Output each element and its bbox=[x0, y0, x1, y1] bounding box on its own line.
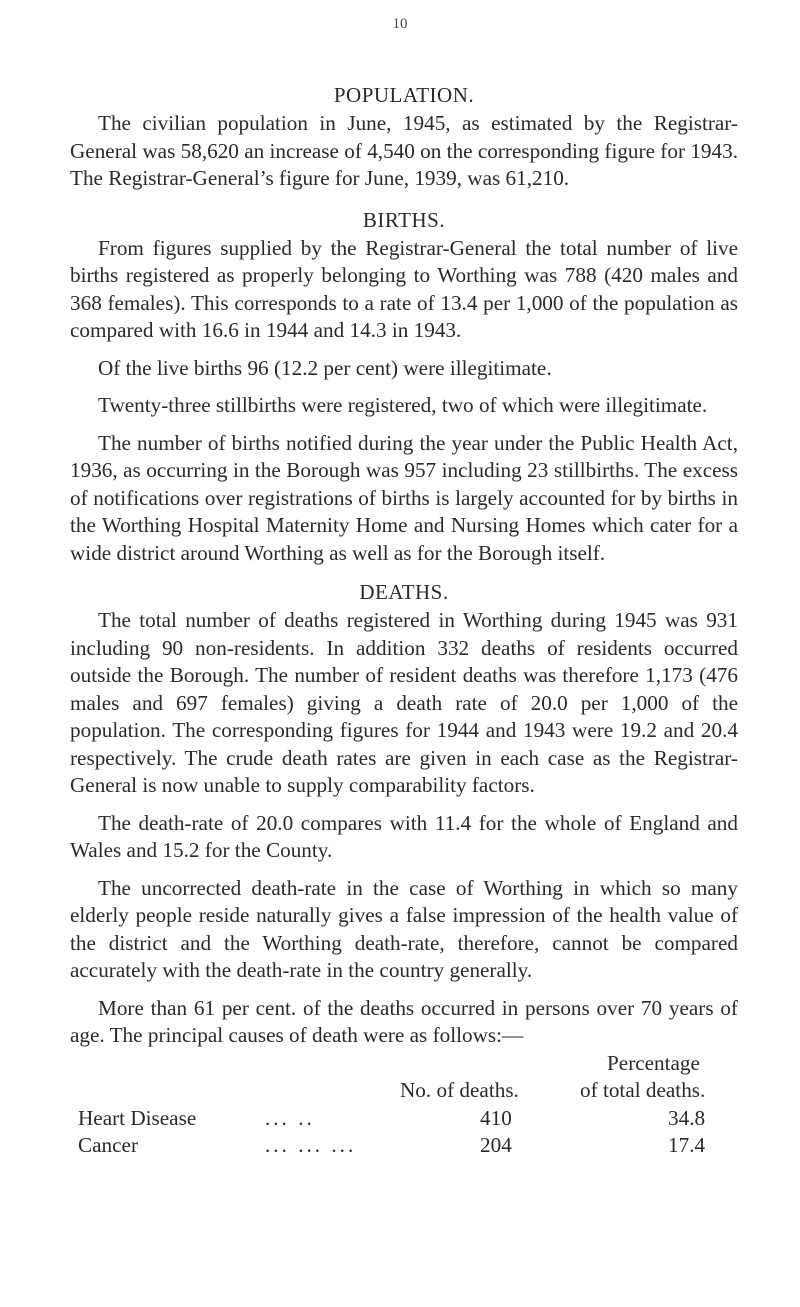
dot-leader: ... ... ... bbox=[265, 1132, 357, 1157]
deaths-heading: DEATHS. bbox=[359, 580, 449, 604]
births-paragraph: The number of births notified during the year under the Public Health Act, 1936, as occurring in the Borough was 957 including 23 stillbirths. The excess of notifications over registrations of births is largely accounted for by births in the Worthing Hospital Maternity Home and Nursing Homes which cater for a wide district around Worthing as well as for the Borough itself. bbox=[70, 430, 738, 565]
table-header bbox=[70, 1050, 738, 1105]
document-body bbox=[70, 80, 738, 1159]
deaths-paragraph: The death-rate of 20.0 compares with 11.4 for the whole of England and Wales and 15.2 for the County. bbox=[70, 810, 738, 862]
births-heading: BIRTHS. bbox=[362, 207, 446, 232]
cause-name: Cancer bbox=[78, 1132, 138, 1157]
dot-leader: ... .. bbox=[265, 1105, 315, 1130]
deaths-paragraph: More than 61 per cent. of the deaths occurred in persons over 70 years of age. The principal causes of death were as follows:— bbox=[70, 995, 738, 1047]
births-paragraph: Of the live births 96 (12.2 per cent) were illegitimate. bbox=[98, 355, 552, 380]
table-row bbox=[70, 1132, 738, 1159]
births-paragraph: Twenty-three stillbirths were registered, two of which were illegitimate. bbox=[98, 393, 708, 417]
page-number: 10 bbox=[392, 16, 408, 32]
death-count: 204 bbox=[480, 1132, 512, 1157]
death-count: 410 bbox=[480, 1105, 512, 1130]
deaths-paragraph: The total number of deaths registered in Worthing during 1945 was 931 including 90 non-residents. In addition 332 deaths of residents occurred outside the Borough. The number of resident deaths was therefore 1,173 (476 males and 697 females) giving a death rate of 20.0 per 1,000 of the population. The corresponding figures for 1944 and 1943 were 19.2 and 20.4 respectively. The crude death rates are given in each case as the Registrar-General is now unable to supply comparability factors. bbox=[70, 608, 738, 797]
causes-of-death-table bbox=[70, 1050, 738, 1159]
cause-name: Heart Disease bbox=[78, 1105, 197, 1130]
column-header-percentage-sub: of total deaths. bbox=[580, 1077, 706, 1102]
column-header-percentage: Percentage bbox=[607, 1050, 700, 1075]
death-percentage: 34.8 bbox=[668, 1105, 706, 1130]
death-percentage: 17.4 bbox=[668, 1132, 706, 1157]
column-header-deaths: No. of deaths. bbox=[400, 1077, 519, 1102]
deaths-paragraph: The uncorrected death-rate in the case of Worthing in which so many elderly people reside naturally gives a false impression of the health value of the district and the Worthing death-rate, therefore, cannot be compared accurately with the death-rate in the country generally. bbox=[70, 875, 738, 982]
births-paragraph: From figures supplied by the Registrar-General the total number of live births registered as properly belonging to Worthing was 788 (420 males and 368 females). This corresponds to a rate of 13.4 per 1,000 of the population as compared with 16.6 in 1944 and 14.3 in 1943. bbox=[70, 235, 738, 342]
population-heading: POPULATION. bbox=[333, 83, 475, 107]
table-row bbox=[70, 1105, 738, 1132]
population-paragraph: The civilian population in June, 1945, as estimated by the Registrar-General was 58,620 an increase of 4,540 on the corresponding figure for 1943. The Registrar-General’s figure for June, 1939, was 61,210. bbox=[70, 111, 738, 190]
